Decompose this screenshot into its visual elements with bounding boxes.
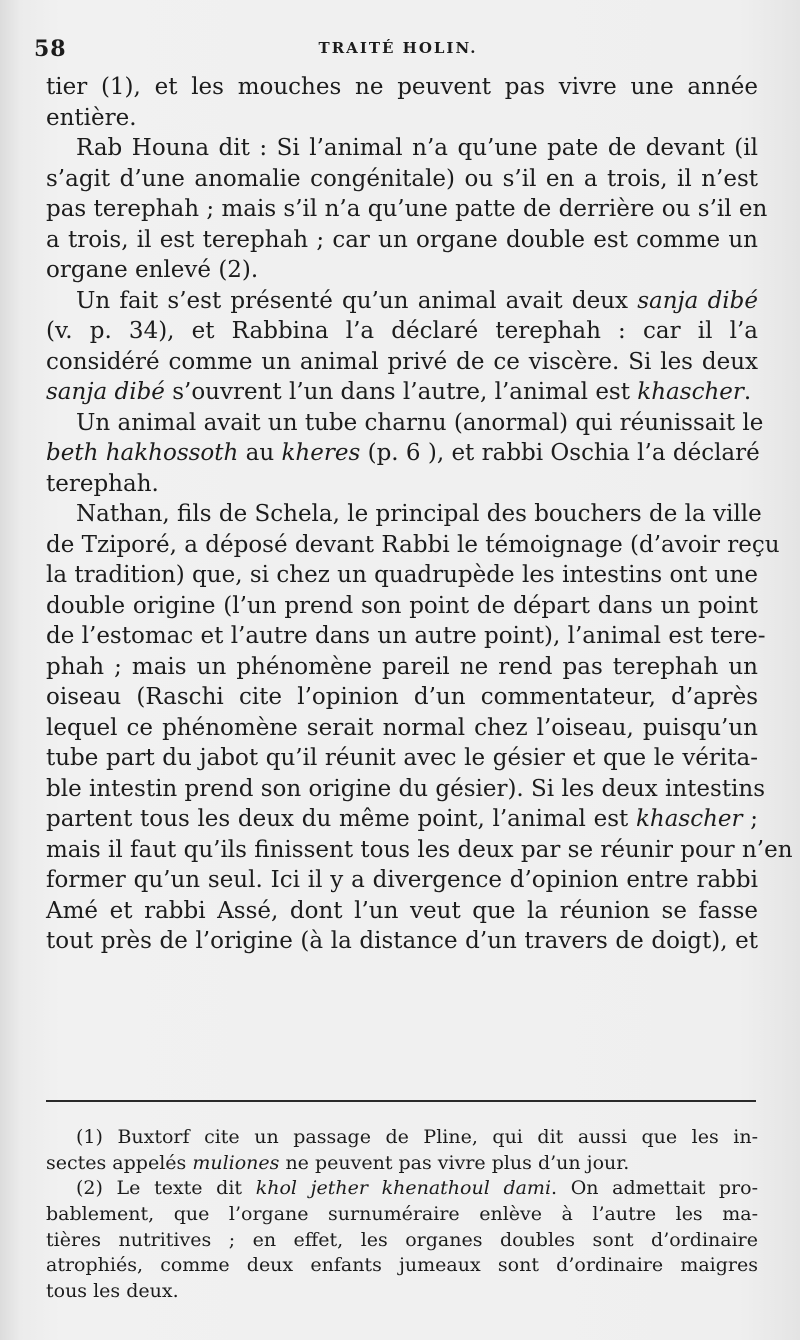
text-line: Un animal avait un tube charnu (anormal) qui réunissait le (76, 409, 764, 436)
footnote-line (46, 1151, 758, 1177)
text-line: de Tziporé, a déposé devant Rabbi le témoignage (d’avoir reçu (46, 531, 780, 558)
text-line: tout près de l’origine (à la distance d’un travers de doigt), et (46, 928, 758, 954)
hebrew-term: khascher (637, 379, 744, 405)
text-run: Un fait s’est présenté qu’un animal avait deux (76, 287, 638, 314)
text-line (46, 438, 758, 469)
hebrew-term: beth hakhossoth (46, 440, 239, 466)
latin-term: muliones (192, 1151, 280, 1174)
hebrew-term: khascher (635, 806, 743, 832)
text-line: Amé et rabbi Assé, dont l’un veut que la réunion se fasse (46, 897, 758, 924)
page-number: 58 (34, 36, 67, 62)
hebrew-term: kheres (281, 440, 361, 466)
text-run: ; (742, 806, 758, 832)
footnote-line (46, 1176, 758, 1202)
text-line: la tradition) que, si chez un quadrupède les intestins ont une (46, 562, 758, 588)
main-text (46, 72, 793, 957)
text-line: (v. p. 34), et Rabbina l’a déclaré terephah : car il l’a (46, 318, 758, 344)
text-line: Nathan, fils de Schela, le principal des bouchers de la ville (76, 501, 762, 527)
text-line: pas terephah ; mais s’il n’a qu’une patte de derrière ou s’il en (46, 196, 768, 222)
footnote-line: (1) Buxtorf cite un passage de Pline, qui dit aussi que les in- (76, 1126, 758, 1148)
text-line: Rab Houna dit : Si l’animal n’a qu’une pate de devant (il (76, 135, 758, 161)
text-run: (p. 6 ), et rabbi Oschia l’a déclaré (360, 440, 760, 466)
text-line (46, 377, 758, 408)
text-run: . On admettait pro- (551, 1177, 758, 1200)
text-line: considéré comme un animal privé de ce viscère. Si les deux (46, 348, 758, 375)
hebrew-term: khol jether khenathoul dami (255, 1177, 552, 1200)
hebrew-term: sanja dibé (637, 287, 758, 314)
text-line: phah ; mais un phénomène pareil ne rend pas terephah un (46, 653, 758, 680)
text-run: ne peuvent pas vivre plus d’un jour. (279, 1151, 630, 1174)
text-line: oiseau (Raschi cite l’opinion d’un commentateur, d’après (46, 684, 758, 710)
text-line: lequel ce phénomène serait normal chez l’oiseau, puisqu’un (46, 714, 758, 741)
text-run: (2) Le texte dit (76, 1177, 256, 1200)
footnote-line: tières nutritives ; en effet, les organes doubles sont d’ordinaire (46, 1228, 758, 1251)
text-line: ble intestin prend son origine du gésier). Si les deux intestins (46, 775, 766, 802)
text-line: mais il faut qu’ils finissent tous les deux par se réunir pour n’en (46, 836, 793, 863)
footnote-line: atrophiés, comme deux enfants jumeaux sont d’ordinaire maigres (46, 1254, 758, 1277)
text-line: s’agit d’une anomalie congénitale) ou s’il en a trois, il n’est (46, 165, 758, 192)
text-run: au (238, 440, 282, 466)
text-run: partent tous les deux du même point, l’animal est (46, 806, 636, 832)
footnotes (46, 1125, 758, 1305)
text-line: organe enlevé (2). (46, 257, 259, 283)
text-line: terephah. (46, 470, 159, 497)
text-line: double origine (l’un prend son point de départ dans un point (46, 592, 758, 619)
text-line (46, 804, 758, 835)
text-line: former qu’un seul. Ici il y a divergence d’opinion entre rabbi (46, 867, 758, 893)
footnote-line: tous les deux. (46, 1280, 179, 1303)
text-run: s’ouvrent l’un dans l’autre, l’animal est (164, 379, 638, 405)
hebrew-term: sanja dibé (46, 379, 165, 405)
text-run: sectes appelés (46, 1151, 193, 1174)
text-line: entière. (46, 104, 137, 131)
running-title: TRAITÉ HOLIN. (318, 39, 478, 57)
text-run: . (743, 379, 752, 405)
footnote-line: bablement, que l’organe surnuméraire enlève à l’autre les ma- (46, 1203, 758, 1226)
text-line: tier (1), et les mouches ne peuvent pas vivre une année (46, 74, 758, 100)
footnote-divider (46, 1100, 756, 1102)
text-line: a trois, il est terephah ; car un organe double est comme un (46, 226, 758, 253)
text-line (46, 286, 758, 317)
text-line: tube part du jabot qu’il réunit avec le gésier et que le vérita- (46, 745, 758, 771)
page-header (34, 36, 762, 66)
text-line: de l’estomac et l’autre dans un autre point), l’animal est tere- (46, 623, 766, 649)
